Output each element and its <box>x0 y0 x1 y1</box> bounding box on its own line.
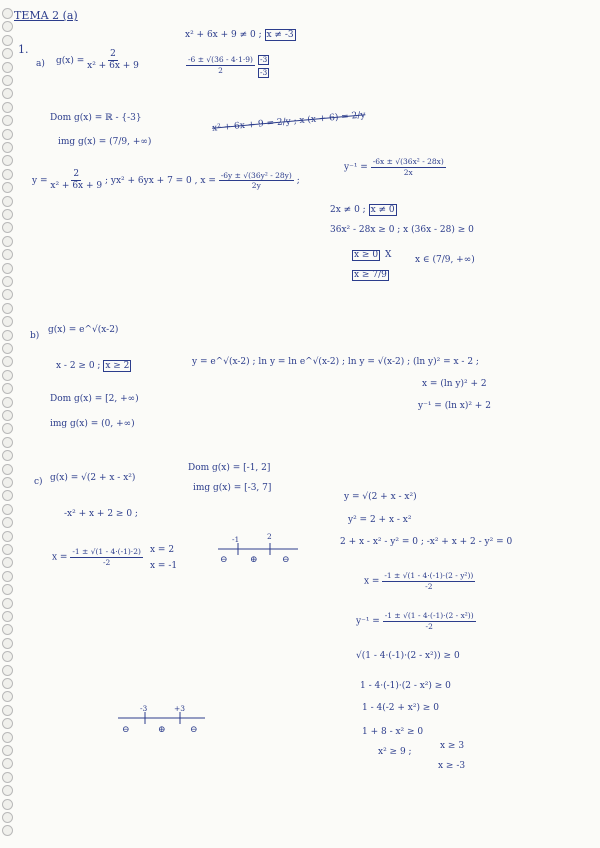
sign-tick-1: -1 <box>232 535 240 544</box>
part-c-inverse-4: x = $\frac{\text{-1 ± √(1 - 4·(-1)·(2 - y²))}}{-2}$ <box>364 571 474 591</box>
part-a-condition: x² + 6x + 9 ≠ 0 ; x ≠ -3 <box>185 30 294 40</box>
part-c-inverse-1: y = √(2 + x - x²) <box>344 492 417 502</box>
part-b-label: b) <box>30 331 40 341</box>
part-c-condition-3: 1 - 4(-2 + x²) ≥ 0 <box>362 703 439 713</box>
sign2-tick-2: +3 <box>174 704 186 713</box>
part-c-condition-6b: x ≥ -3 <box>438 761 466 771</box>
solve-box-1: -3 <box>260 55 268 64</box>
part-b-function: g(x) = e^√(x-2) <box>48 325 119 335</box>
sign-mark-2: ⊕ <box>250 555 258 565</box>
part-c-root-2: x = -1 <box>150 561 178 571</box>
condition-box: x ≠ -3 <box>266 30 294 40</box>
sign-mark-3: ⊖ <box>282 555 290 565</box>
part-c-image: img g(x) = [-3, 7] <box>193 483 272 493</box>
part-c-condition-4: 1 + 8 - x² ≥ 0 <box>362 727 424 737</box>
part-b-condition: x - 2 ≥ 0 ; x ≥ 2 <box>56 361 130 371</box>
part-a-inequality: 36x² - 28x ≥ 0 ; x (36x - 28) ≥ 0 <box>330 225 474 235</box>
part-c-condition-6a: x ≥ 3 <box>440 741 465 751</box>
result-box-1: x ≥ 0 <box>354 250 379 260</box>
part-c-condition-2: 1 - 4·(-1)·(2 - x²) ≥ 0 <box>360 681 451 691</box>
exercise-number: 1. <box>18 43 29 56</box>
part-a-struck-work: x² + 6x + 9 = 2/y ; x (x + 6) = 2/y <box>211 110 366 134</box>
part-a-result-interval: x ∈ (7/9, +∞) <box>415 255 475 265</box>
part-b-image: img g(x) = (0, +∞) <box>50 419 135 429</box>
part-b-domain: Dom g(x) = [2, +∞) <box>50 394 139 404</box>
part-a-domain: Dom g(x) = ℝ - {-3} <box>50 113 142 123</box>
sign2-mark-2: ⊕ <box>158 725 166 735</box>
part-c-inequality: -x² + x + 2 ≥ 0 ; <box>64 509 138 519</box>
part-c-domain: Dom g(x) = [-1, 2] <box>188 463 271 473</box>
part-c-label: c) <box>34 477 43 487</box>
part-b-inverse-x: x = (ln y)² + 2 <box>422 379 487 389</box>
result-rejected-mark: X <box>385 250 392 260</box>
sign2-mark-3: ⊖ <box>190 725 198 735</box>
solve-box-2: -3 <box>260 68 268 77</box>
sign-tick-2: 2 <box>267 532 272 541</box>
sign2-mark-1: ⊖ <box>122 725 130 735</box>
part-a-function: g(x) = $\frac{2}{\text{x² + 6x + 9}}$ <box>56 49 139 71</box>
sign2-tick-1: -3 <box>140 704 148 713</box>
part-c-inverse-3: 2 + x - x² - y² = 0 ; -x² + x + 2 - y² = 0 <box>340 537 513 547</box>
part-a-condition-2: 2x ≠ 0 ; x ≠ 0 <box>330 205 395 215</box>
sign-mark-1: ⊖ <box>220 555 228 565</box>
part-a-solve: $\frac{-6 \pm √(36 - 4\cdot 1\cdot 9)}{2}$ <box>188 55 253 75</box>
part-c-condition-1: √(1 - 4·(-1)·(2 - x²)) ≥ 0 <box>356 651 460 661</box>
part-c-root-1: x = 2 <box>150 545 175 555</box>
header-tema: TEMA 2 (a) <box>14 9 78 22</box>
part-a-inverse-y1: y⁻¹ = $\frac{\text{-6x ± √(36x² - 28x)}}{2x}$ <box>344 157 444 177</box>
part-b-inverse-y1: y⁻¹ = (ln x)² + 2 <box>418 401 491 411</box>
result-box-2: x ≥ 7/9 <box>354 270 387 280</box>
part-a-inverse: y = $\frac{2}{\text{x² + 6x + 9}}$ ; yx² + 6yx + 7 = 0 , x = $\frac{\text{-6y ± √(36y² - 28y)}}{2y}$ ; <box>32 169 300 191</box>
part-c-roots: x = $\frac{-1 \pm √(1 - 4\cdot(-1)\cdot 2)}{-2}$ <box>52 547 141 567</box>
part-c-condition-5: x² ≥ 9 ; <box>378 747 412 757</box>
part-c-inverse-2: y² = 2 + x - x² <box>348 515 412 525</box>
part-c-inverse-5: y⁻¹ = $\frac{\text{-1 ± √(1 - 4·(-1)·(2 - x²))}}{-2}$ <box>356 611 474 631</box>
part-b-inverse-line: y = e^√(x-2) ; ln y = ln e^√(x-2) ; ln y = √(x-2) ; (ln y)² = x - 2 ; <box>192 357 479 367</box>
part-a-label: a) <box>36 59 45 69</box>
part-a-image: img g(x) = (7/9, +∞) <box>58 137 152 147</box>
part-c-function: g(x) = √(2 + x - x²) <box>50 473 136 483</box>
